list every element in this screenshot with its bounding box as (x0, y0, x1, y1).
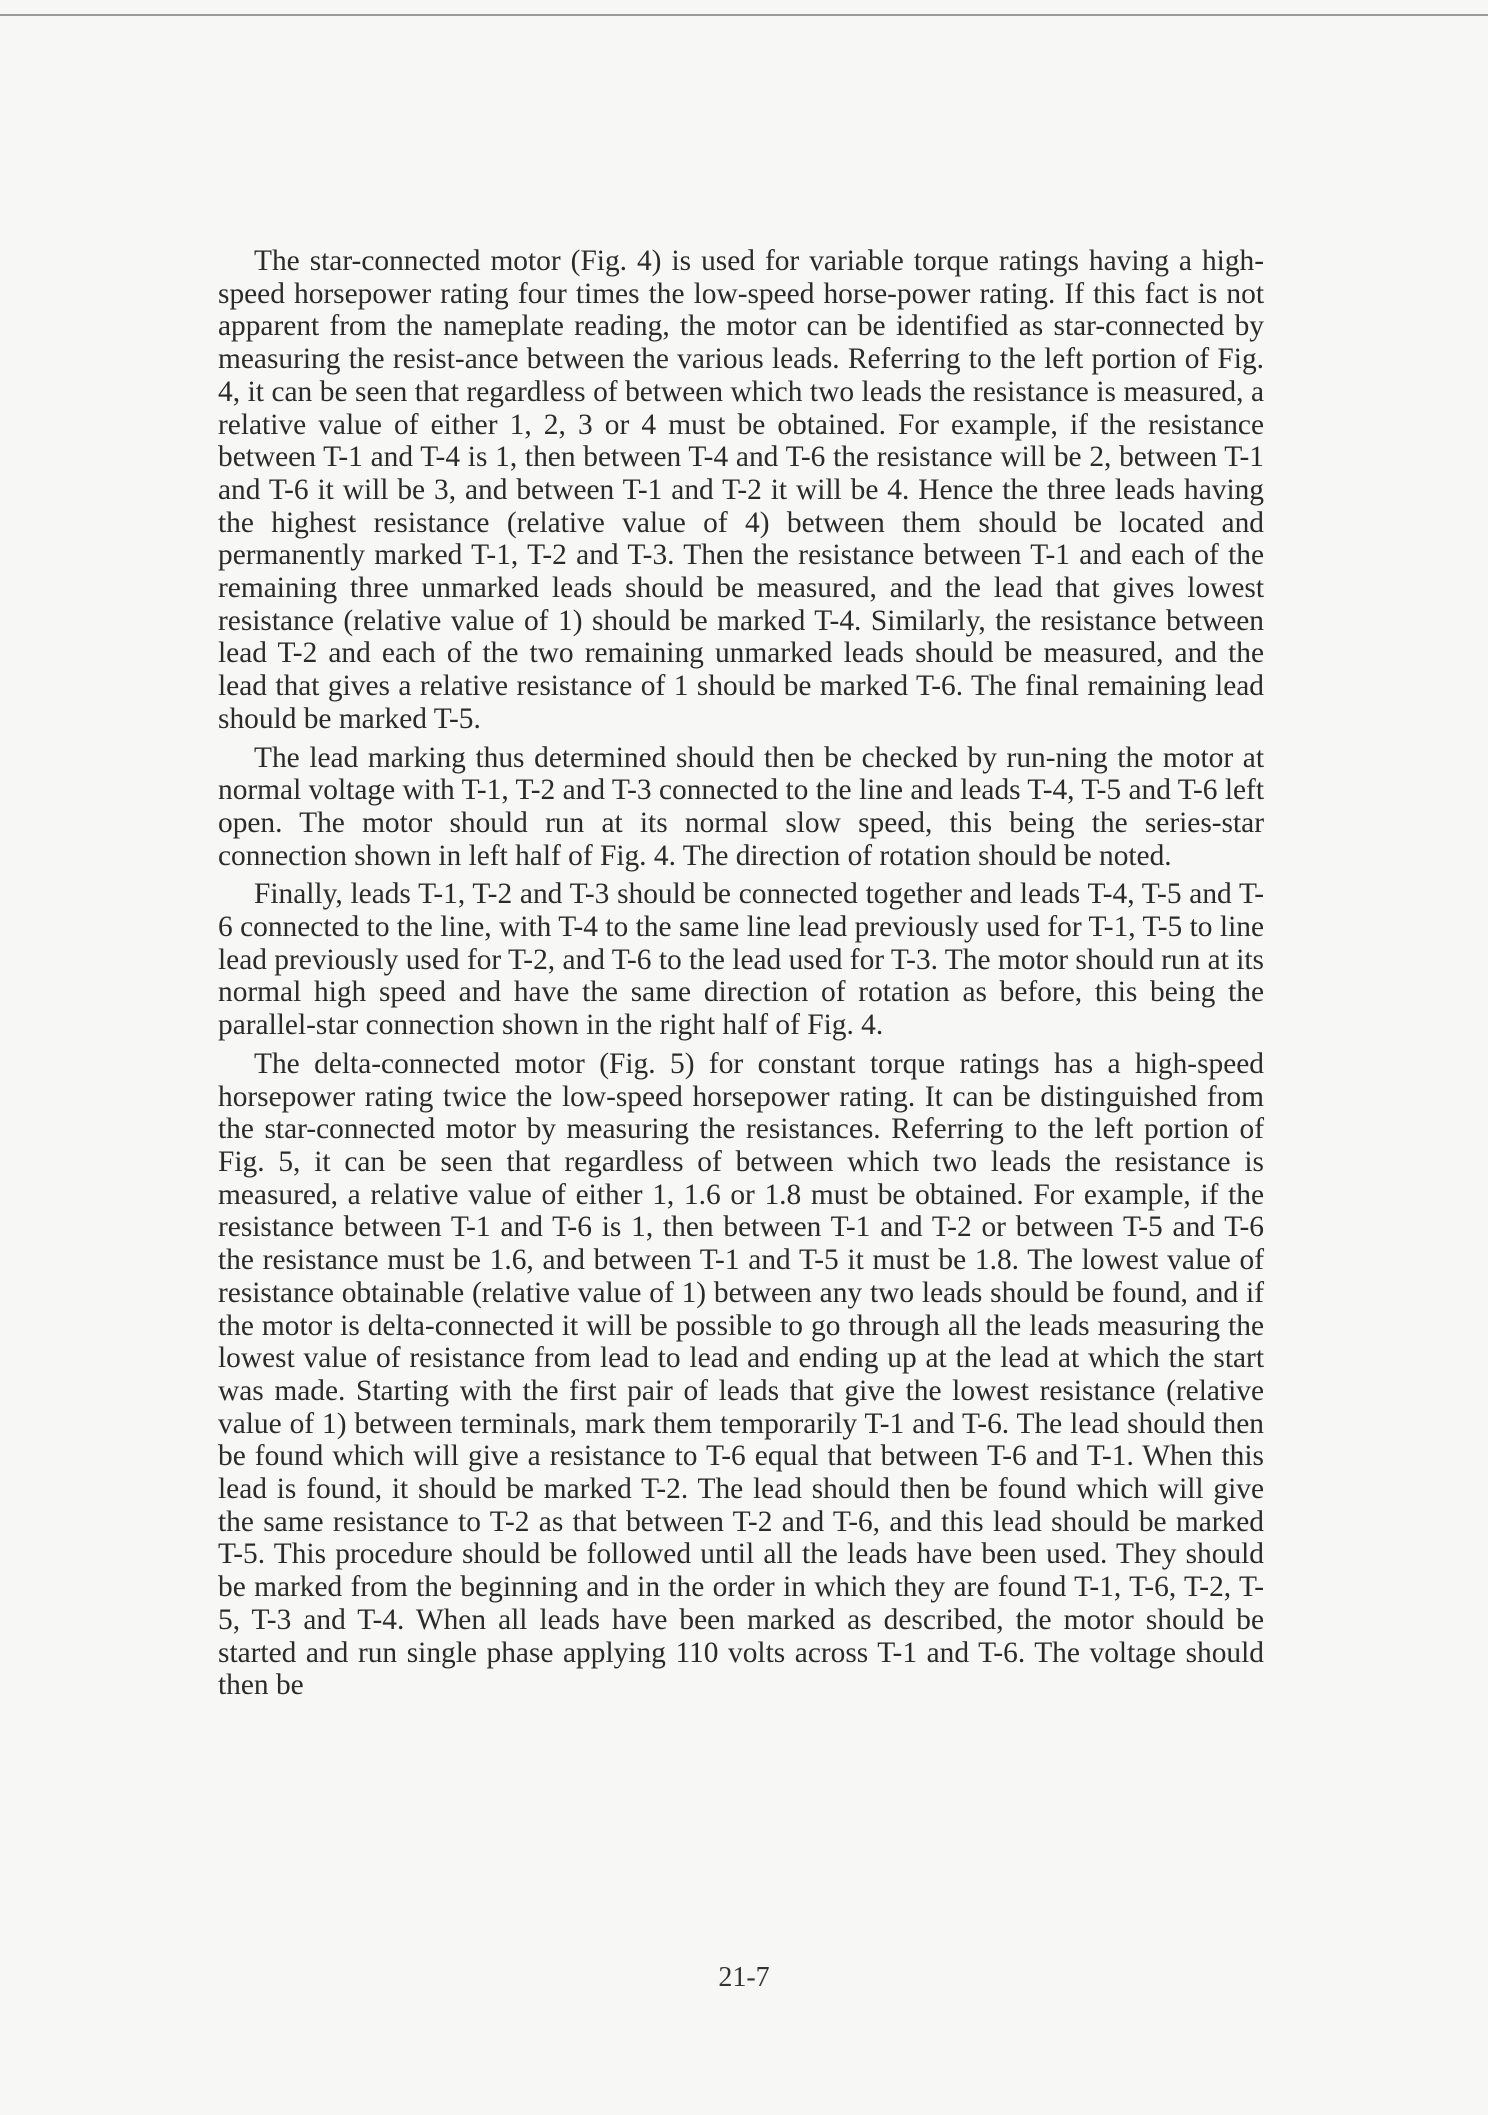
paragraph-parallel-star: Finally, leads T-1, T-2 and T-3 should be connected together and leads T-4, T-5 and T-6 connected to the line, with T-4 to the same line lead previously used for T-1, T-5 to line lead previously used for T-2, and T-6 to the lead used for T-3. The motor should run at its normal high speed and have the same direction of rotation as before, this being the parallel-star connection shown in the right half of Fig. 4. (218, 878, 1264, 1042)
paragraph-star-connected: The star-connected motor (Fig. 4) is used for variable torque ratings having a high-speed horsepower rating four times the low-speed horse-power rating. If this fact is not apparent from the nameplate reading, the motor can be identified as star-connected by measuring the resist-ance between the various leads. Referring to the left portion of Fig. 4, it can be seen that regardless of between which two leads the resistance is measured, a relative value of either 1, 2, 3 or 4 must be obtained. For example, if the resistance between T-1 and T-4 is 1, then between T-4 and T-6 the resistance will be 2, between T-1 and T-6 it will be 3, and between T-1 and T-2 it will be 4. Hence the three leads having the highest resistance (relative value of 4) between them should be located and permanently marked T-1, T-2 and T-3. Then the resistance between T-1 and each of the remaining three unmarked leads should be measured, and the lead that gives lowest resistance (relative value of 1) should be marked T-4. Similarly, the resistance between lead T-2 and each of the two remaining unmarked leads should be measured, and the lead that gives a relative resistance of 1 should be marked T-6. The final remaining lead should be marked T-5. (218, 245, 1264, 735)
top-rule (0, 14, 1488, 16)
page-number: 21-7 (718, 1962, 770, 1993)
paragraph-delta-connected: The delta-connected motor (Fig. 5) for constant torque ratings has a high-speed horsepower rating twice the low-speed horsepower rating. It can be distinguished from the star-connected motor by measuring the resistances. Referring to the left portion of Fig. 5, it can be seen that regardless of between which two leads the resistance is measured, a relative value of either 1, 1.6 or 1.8 must be obtained. For example, if the resistance between T-1 and T-6 is 1, then between T-1 and T-2 or between T-5 and T-6 the resistance must be 1.6, and between T-1 and T-5 it must be 1.8. The lowest value of resistance obtainable (relative value of 1) between any two leads should be found, and if the motor is delta-connected it will be possible to go through all the leads measuring the lowest value of resistance from lead to lead and ending up at the lead at which the start was made. Starting with the first pair of leads that give the lowest resistance (relative value of 1) between terminals, mark them temporarily T-1 and T-6. The lead should then be found which will give a resistance to T-6 equal that between T-6 and T-1. When this lead is found, it should be marked T-2. The lead should then be found which will give the same resistance to T-2 as that between T-2 and T-6, and this lead should be marked T-5. This procedure should be followed until all the leads have been used. They should be marked from the beginning and in the order in which they are found T-1, T-6, T-2, T-5, T-3 and T-4. When all leads have been marked as described, the motor should be started and run single phase applying 110 volts across T-1 and T-6. The voltage should then be (218, 1047, 1264, 1702)
paragraph-lead-marking-check: The lead marking thus determined should then be checked by run-ning the motor at normal voltage with T-1, T-2 and T-3 connected to the line and leads T-4, T-5 and T-6 left open. The motor should run at its normal slow speed, this being the series-star connection shown in left half of Fig. 4. The direction of rotation should be noted. (218, 741, 1264, 872)
body-text (218, 245, 1264, 1702)
